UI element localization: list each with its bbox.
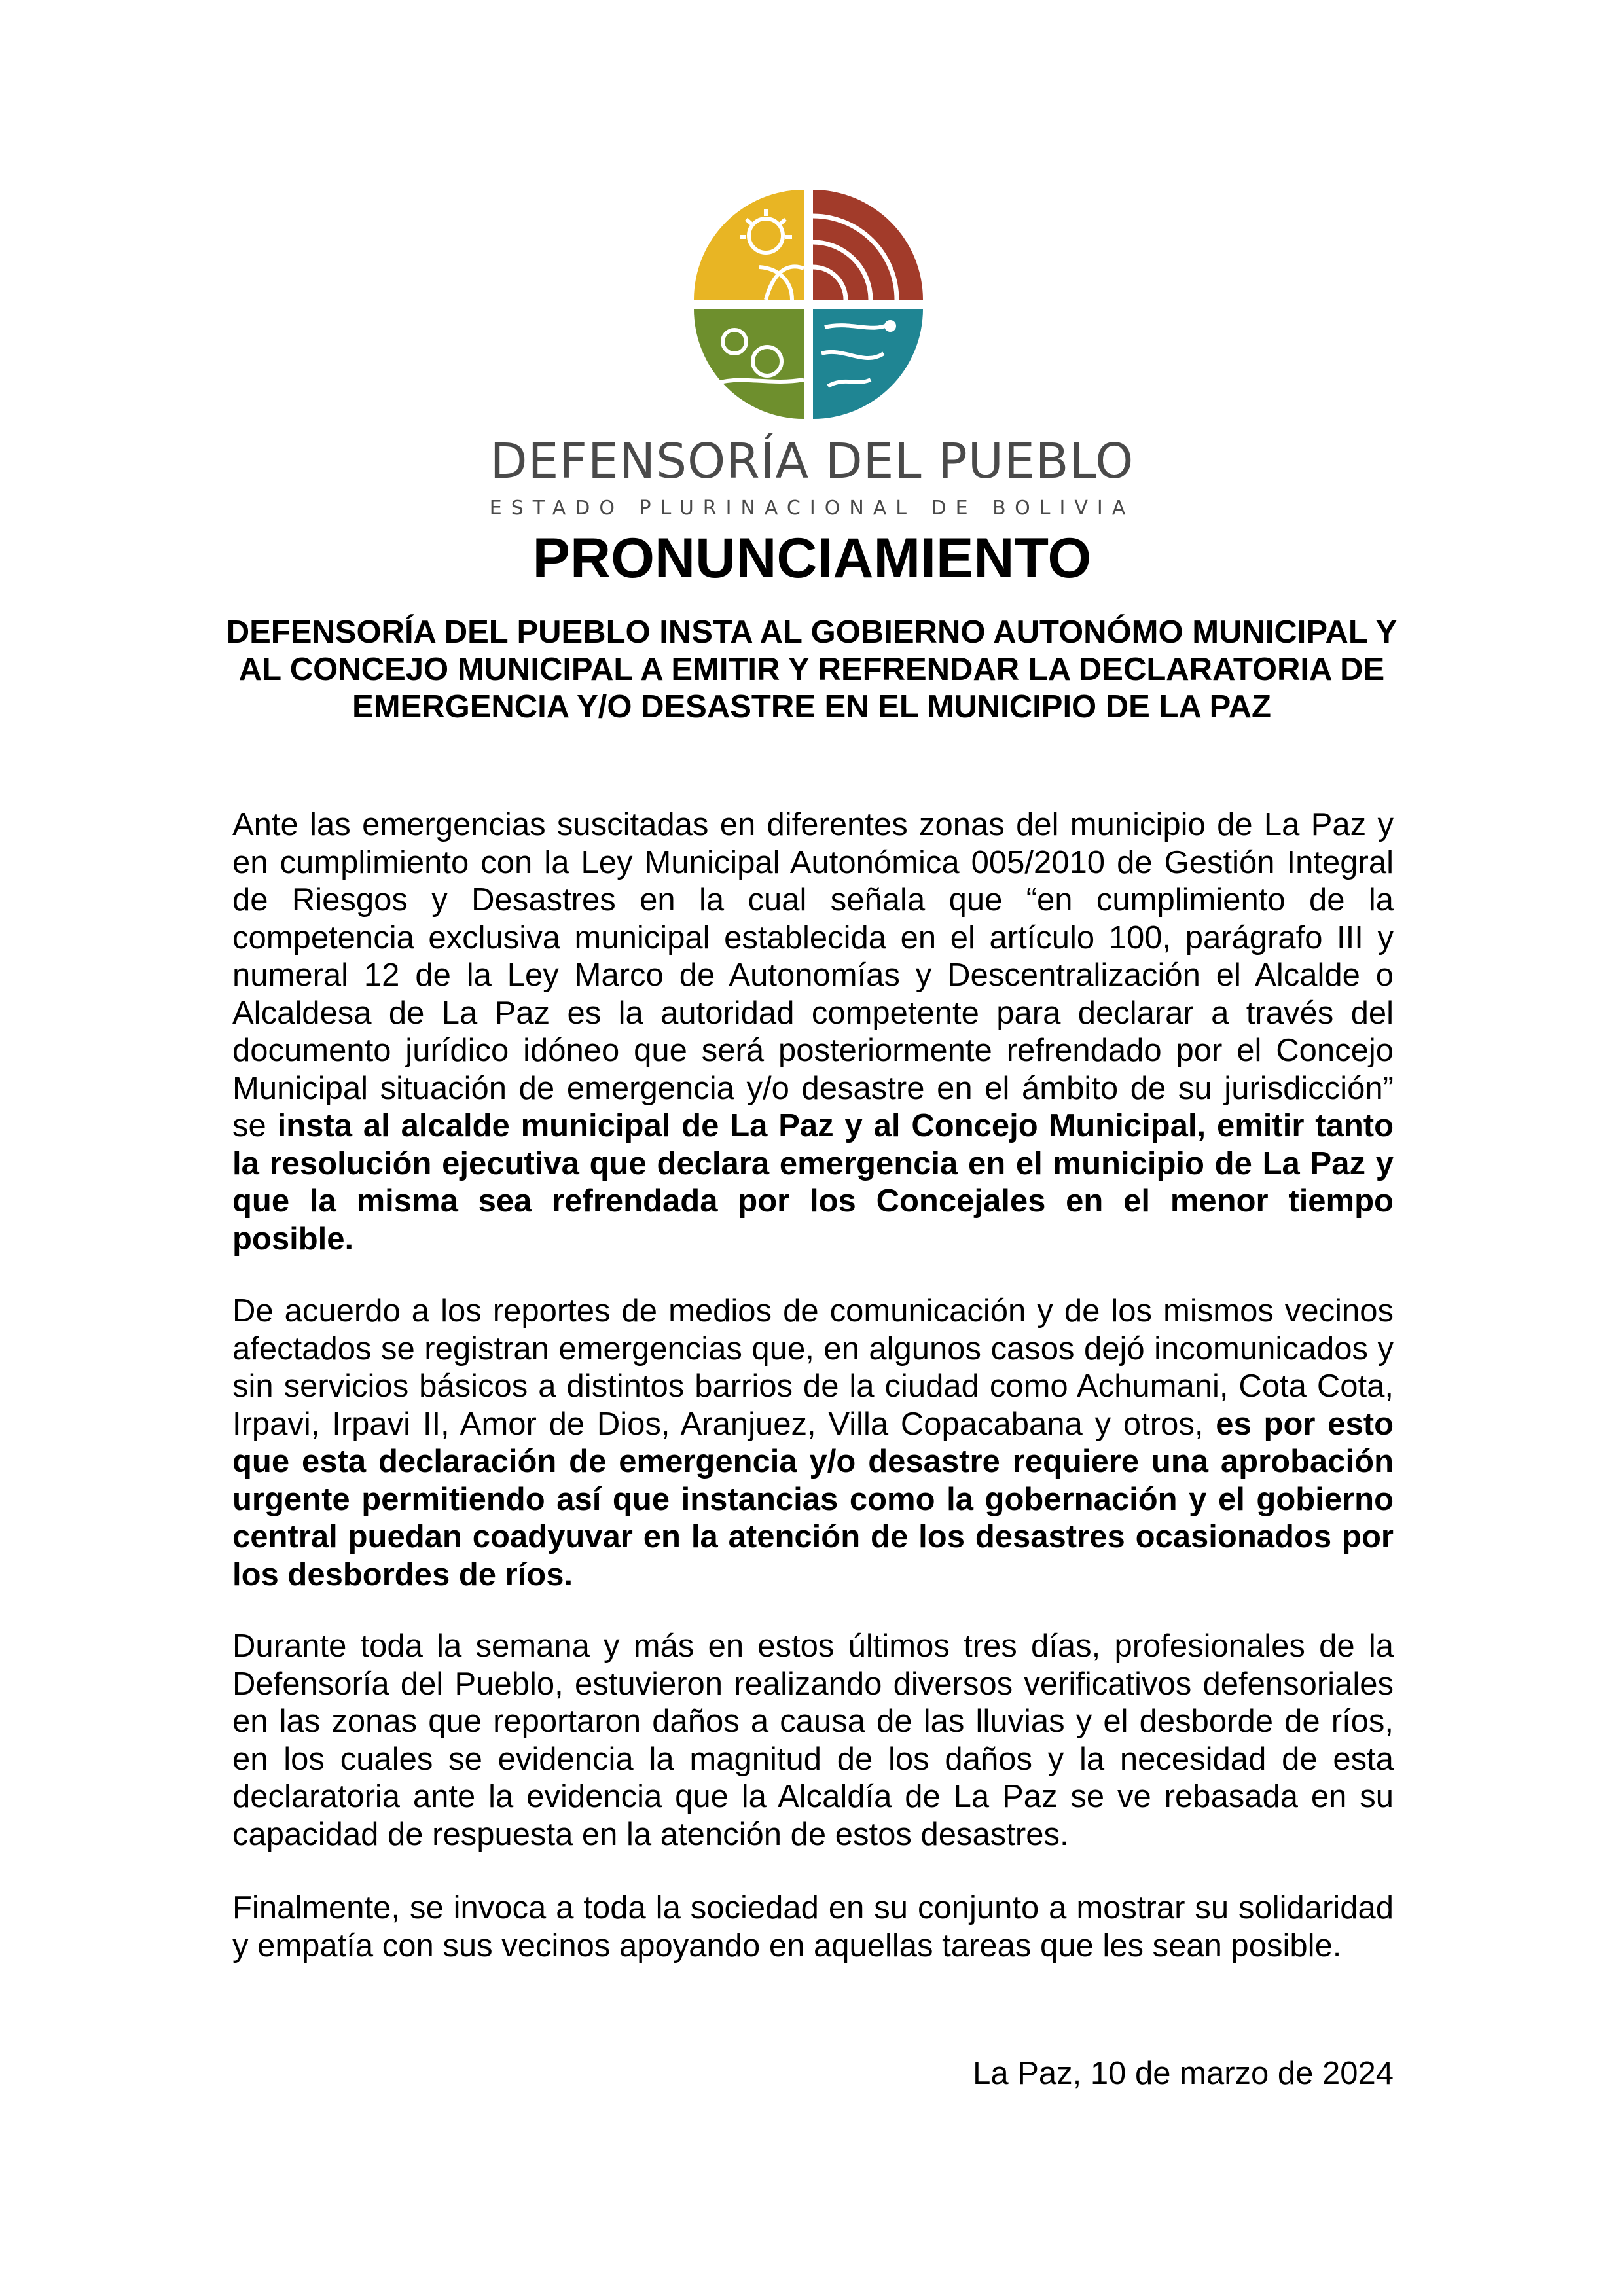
org-subtitle: ESTADO PLURINACIONAL DE BOLIVIA bbox=[489, 497, 1135, 520]
paragraph-1 bbox=[232, 806, 1394, 1258]
paragraph-4: Finalmente, se invoca a toda la sociedad en su conjunto a mostrar su solidaridad y empatía con sus vecinos apoyando en aquellas tareas que les sean posible. bbox=[232, 1890, 1394, 1964]
document-date: La Paz, 10 de marzo de 2024 bbox=[973, 2056, 1394, 2091]
paragraph-1-emphasis: insta al alcalde municipal de La Paz y al Concejo Municipal, emitir tanto la resolución ejecutiva que declara emergencia en el municipio de La Paz y que la misma sea refrendada por los Concejales en el menor tiempo posible. bbox=[232, 1108, 1394, 1257]
org-name: DEFENSORÍA DEL PUEBLO bbox=[490, 433, 1134, 490]
paragraph-1-text: Ante las emergencias suscitadas en diferentes zonas del municipio de La Paz y en cumplimiento con la Ley Municipal Autonómica 005/2010 de Gestión Integral de Riesgos y Desastres en la cual señala que “en cumplimiento de la competencia exclusiva municipal establecida en el artículo 100, parágrafo III y numeral 12 de la Ley Marco de Autonomías y Descentralización el Alcalde o Alcaldesa de La Paz es la autoridad competente para declarar a través del documento jurídico idóneo que será posteriormente refrendado por el Concejo Municipal situación de emergencia y/o desastre en el ámbito de su jurisdicción” se bbox=[232, 807, 1394, 1143]
paragraph-2 bbox=[232, 1293, 1394, 1594]
logo-quadrant-land bbox=[694, 309, 804, 419]
paragraph-2-text: De acuerdo a los reportes de medios de comunicación y de los mismos vecinos afectados se registran emergencias que, en algunos casos dejó incomunicados y sin servicios básicos a distintos barrios de la ciudad como Achumani, Cota Cota, Irpavi, Irpavi II, Amor de Dios, Aranjuez, Villa Copacabana y otros, bbox=[232, 1293, 1394, 1442]
document-title: PRONUNCIAMIENTO bbox=[532, 527, 1092, 590]
defensoria-quadrant-logo-icon bbox=[694, 190, 923, 419]
paragraph-3: Durante toda la semana y más en estos últimos tres días, profesionales de la Defensoría del Pueblo, estuvieron realizando diversos verificativos defensoriales en las zonas que reportaron daños a causa de las lluvias y el desborde de ríos, en los cuales se evidencia la magnitud de los daños y la necesidad de esta declaratoria ante la evidencia que la Alcaldía de La Paz se ve rebasada en su capacidad de respuesta en la atención de estos desastres. bbox=[232, 1628, 1394, 1852]
paragraph-2-emphasis: es por esto que esta declaración de emergencia y/o desastre requiere una aprobación urgente permitiendo así que instancias como la gobernación y el gobierno central puedan coadyuvar en la atención de los desastres ocasionados por los desbordes de ríos. bbox=[232, 1406, 1394, 1592]
document-headline: DEFENSORÍA DEL PUEBLO INSTA AL GOBIERNO AUTONÓMO MUNICIPAL Y AL CONCEJO MUNICIPAL A EMITIR Y REFRENDAR LA DECLARATORIA DE EMERGENCIA Y/O DESASTRE EN EL MUNICIPIO DE LA PAZ bbox=[226, 615, 1398, 725]
logo-graphic bbox=[694, 190, 923, 419]
